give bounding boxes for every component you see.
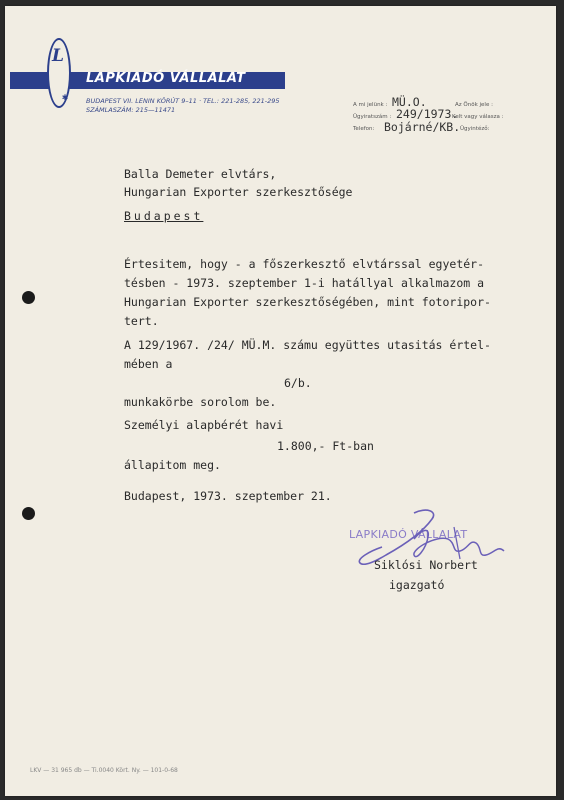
body-line: tert. [124, 314, 159, 328]
recipient-city: Budapest [124, 209, 204, 223]
punch-hole-top [22, 291, 35, 304]
recipient-name: Balla Demeter elvtárs, [124, 167, 277, 181]
your-sign-label: Az Önök jele : [455, 102, 493, 108]
body-line: A 129/1967. /24/ MÜ.M. számu együttes utasitás értel- [124, 338, 491, 352]
our-sign-value: MÜ.O. [392, 95, 427, 109]
company-address: BUDAPEST VII. LENIN KÖRÚT 9–11 · TEL.: 221-285, 221-295 [86, 97, 280, 105]
logo-star-icon: ✱ [62, 92, 69, 103]
body-line: tésben - 1973. szeptember 1-i hatállyal alkalmazom a [124, 276, 485, 290]
account-number: SZÁMLASZÁM: 215—11471 [86, 106, 176, 114]
salary-amount: 1.800,- Ft-ban [277, 439, 374, 453]
recipient-org: Hungarian Exporter szerkesztősége [124, 185, 353, 199]
body-line: Értesitem, hogy - a főszerkesztő elvtárssal egyetér- [124, 257, 485, 271]
body-line: Személyi alapbérét havi [124, 418, 284, 432]
body-line: Hungarian Exporter szerkesztőségében, mint fotoripor- [124, 295, 491, 309]
company-stamp: LAPKIADÓ VÁLLALAT [349, 528, 468, 541]
signer-title: igazgató [389, 578, 445, 592]
body-line: munkakörbe sorolom be. [124, 395, 277, 409]
body-line: állapitom meg. [124, 458, 221, 472]
body-line: mében a [124, 357, 173, 371]
place-date: Budapest, 1973. szeptember 21. [124, 489, 332, 503]
letter-sheet [5, 6, 556, 796]
punch-hole-bottom [22, 507, 35, 520]
signer-name: Siklósi Norbert [374, 558, 478, 572]
clerk-suffix: Ügyintéző: [460, 126, 490, 132]
pay-grade: 6/b. [284, 376, 312, 390]
clerk-label: Telefon: [353, 126, 375, 132]
clerk-value: Bojárné/KB. [384, 120, 461, 134]
our-sign-label: A mi jelünk : [353, 102, 388, 108]
print-code: LKV — 31 965 db — Ti.0040 Kört. Ny. — 101-0-68 [30, 767, 178, 774]
file-number-value: 249/1973. [396, 107, 459, 121]
file-number-label: Ügyiratszám : [353, 114, 392, 120]
company-name: LAPKIADÓ VÁLLALAT [86, 71, 246, 86]
date-label: Kelt vagy válasza : [452, 114, 504, 120]
logo-letter: L [52, 46, 64, 66]
